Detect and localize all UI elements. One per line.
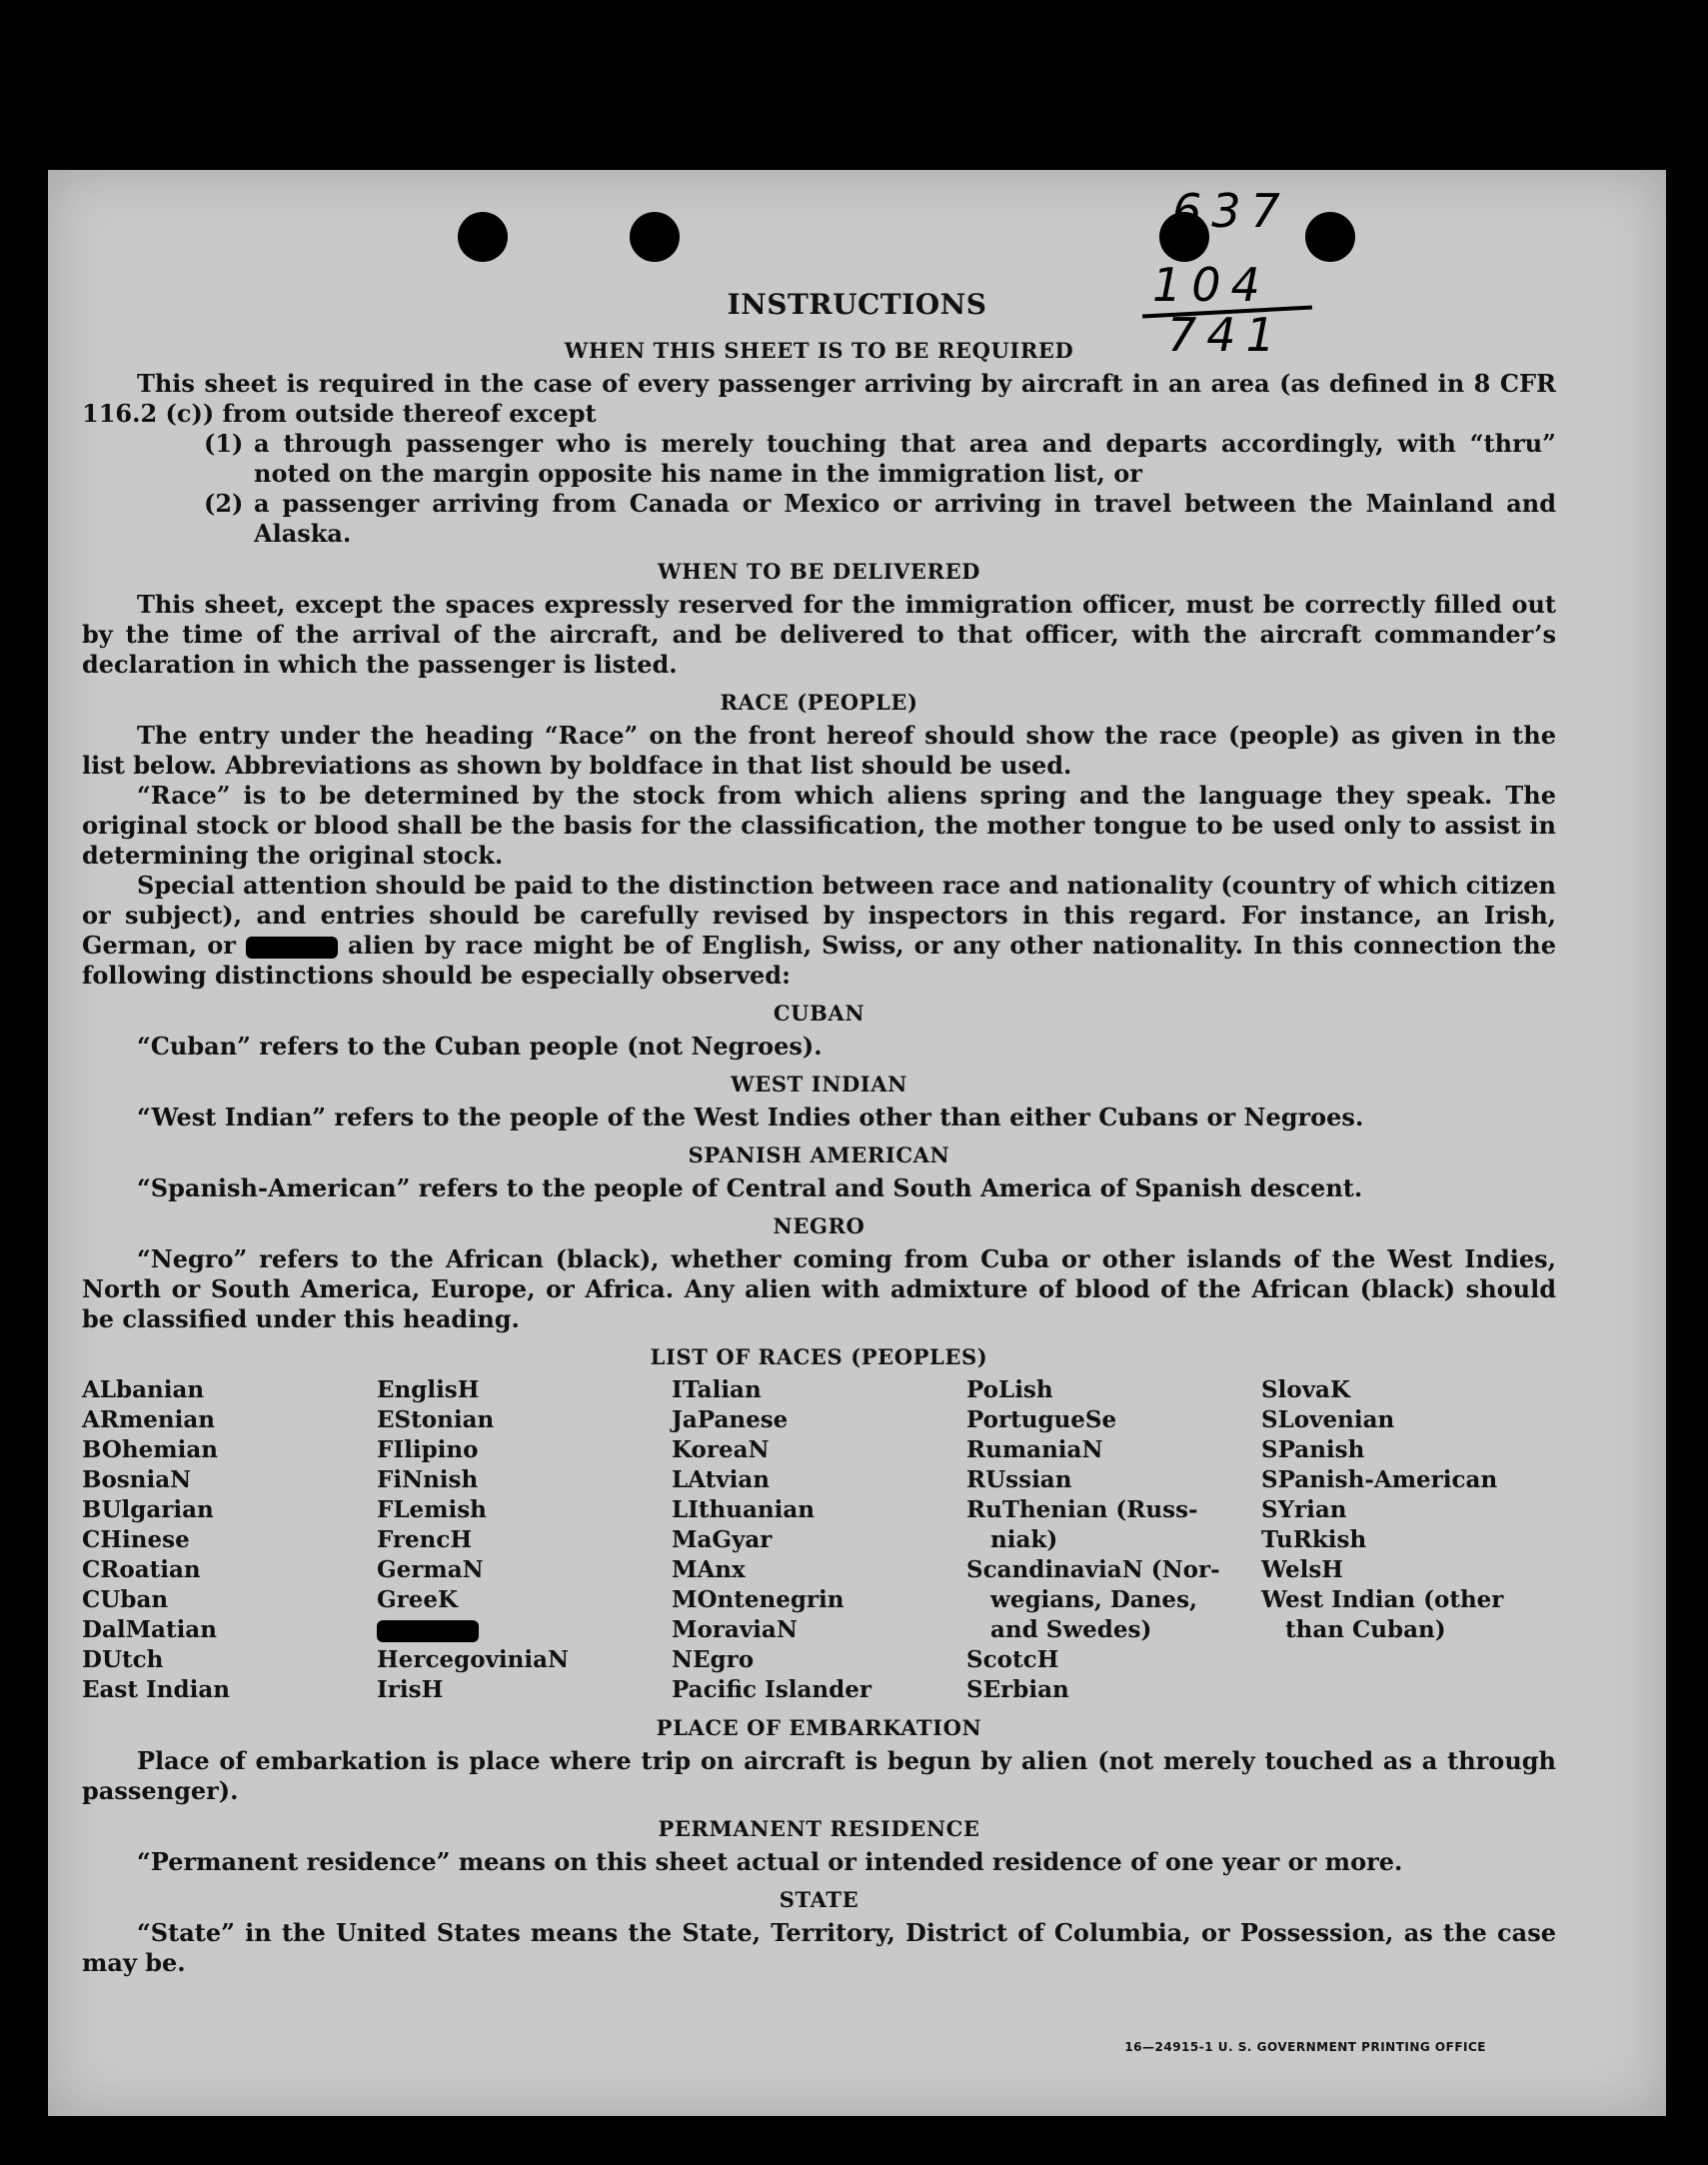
races-list <box>82 1375 1556 1705</box>
section-heading: SPANISH AMERICAN <box>688 1142 950 1167</box>
race-item: niak) <box>966 1526 1058 1553</box>
race-item: CUban <box>82 1586 169 1613</box>
race-item: ScandinaviaN (Nor- <box>966 1556 1220 1583</box>
section-heading: STATE <box>779 1887 859 1912</box>
race-item: MoraviaN <box>672 1616 798 1643</box>
race-item: JaPanese <box>672 1406 789 1433</box>
exception-list <box>82 429 1556 549</box>
race-item: LIthuanian <box>672 1496 815 1523</box>
race-item: ALbanian <box>82 1376 205 1403</box>
race-item: TuRkish <box>1261 1526 1367 1553</box>
race-item: CHinese <box>82 1526 190 1553</box>
paragraph: “Cuban” refers to the Cuban people (not Negroes). <box>137 1032 823 1061</box>
race-item: GreeK <box>377 1586 459 1613</box>
race-item: West Indian (other <box>1261 1586 1504 1613</box>
list-number: (2) <box>204 489 244 518</box>
redaction-mark <box>377 1620 479 1642</box>
section-heading: WEST INDIAN <box>731 1072 907 1096</box>
races-column <box>966 1375 1261 1705</box>
race-item: DalMatian <box>82 1616 217 1643</box>
race-item: ScotcH <box>966 1646 1059 1673</box>
section-heading: NEGRO <box>773 1213 865 1238</box>
race-item: wegians, Danes, <box>966 1586 1198 1613</box>
handwritten-number-3: 741 <box>1167 308 1285 362</box>
paragraph: “Spanish-American” refers to the people of Central and South America of Spanish descent. <box>137 1173 1363 1202</box>
section-heading: WHEN TO BE DELIVERED <box>657 559 980 584</box>
document-sheet <box>48 170 1666 2116</box>
handwritten-number-2: 104 <box>1152 258 1270 312</box>
race-item: WelsH <box>1261 1556 1344 1583</box>
race-item: FLemish <box>377 1496 487 1523</box>
races-column <box>377 1375 672 1705</box>
race-item: MAnx <box>672 1556 746 1583</box>
race-item: EStonian <box>377 1406 495 1433</box>
race-item: East Indian <box>82 1676 230 1703</box>
race-item: than Cuban) <box>1261 1616 1446 1643</box>
race-item: BosniaN <box>82 1466 192 1493</box>
race-item: SPanish <box>1261 1436 1365 1463</box>
list-number: (1) <box>204 429 244 458</box>
race-item: ITalian <box>672 1376 762 1403</box>
punch-hole <box>630 212 680 262</box>
race-item: SErbian <box>966 1676 1069 1703</box>
paragraph: “West Indian” refers to the people of the West Indies other than either Cubans or Negroes. <box>137 1102 1364 1131</box>
handwritten-number-1: 637 <box>1172 184 1290 238</box>
section-heading: CUBAN <box>773 1001 865 1026</box>
race-item: FrencH <box>377 1526 473 1553</box>
race-item: EnglisH <box>377 1376 480 1403</box>
punch-hole <box>1305 212 1355 262</box>
race-item: FIlipino <box>377 1436 479 1463</box>
instructions-body <box>82 328 1556 1978</box>
race-item: RUssian <box>966 1466 1072 1493</box>
redaction-mark <box>246 937 338 959</box>
paragraph: “Permanent residence” means on this sheet actual or intended residence of one year or more. <box>137 1847 1403 1876</box>
race-item: BOhemian <box>82 1436 218 1463</box>
paragraph-text: alien by race might be of English, Swiss, or any other nationality. In this connection the following distinctions should be especially observed: <box>82 931 1557 990</box>
paragraph: Place of embarkation is place where trip on aircraft is begun by alien (not merely touched as a through passenger). <box>82 1746 1556 1805</box>
paragraph: The entry under the heading “Race” on the front hereof should show the race (people) as given in the list below. Abbreviations as shown by boldface in that list should be used. <box>82 721 1556 780</box>
list-item <box>204 429 1556 489</box>
race-item: MaGyar <box>672 1526 773 1553</box>
punch-hole <box>458 212 508 262</box>
race-item: ARmenian <box>82 1406 216 1433</box>
race-item: RuThenian (Russ- <box>966 1496 1198 1523</box>
list-text: a passenger arriving from Canada or Mexico or arriving in travel between the Mainland and Alaska. <box>254 489 1556 548</box>
races-column <box>82 1375 377 1705</box>
race-item: PoLish <box>966 1376 1053 1403</box>
race-item: FiNnish <box>377 1466 479 1493</box>
race-item: HercegoviniaN <box>377 1646 570 1673</box>
section-heading: WHEN THIS SHEET IS TO BE REQUIRED <box>564 338 1074 363</box>
race-item: LAtvian <box>672 1466 770 1493</box>
race-item: Pacific Islander <box>672 1676 871 1703</box>
race-item: IrisH <box>377 1676 444 1703</box>
paragraph: This sheet is required in the case of every passenger arriving by aircraft in an area (as defined in 8 CFR 116.2 (c)) from outside thereof except <box>82 369 1556 428</box>
race-item: and Swedes) <box>966 1616 1152 1643</box>
section-heading: LIST OF RACES (PEOPLES) <box>650 1344 988 1369</box>
printer-imprint: 16—24915-1 U. S. GOVERNMENT PRINTING OFFICE <box>1124 2040 1486 2054</box>
race-item: MOntenegrin <box>672 1586 845 1613</box>
race-item: SLovenian <box>1261 1406 1395 1433</box>
race-item: PortugueSe <box>966 1406 1117 1433</box>
page-title: INSTRUCTIONS <box>727 288 987 321</box>
race-item: SPanish-American <box>1261 1466 1498 1493</box>
race-item: DUtch <box>82 1646 164 1673</box>
paragraph <box>82 871 1556 991</box>
race-item: SYrian <box>1261 1496 1347 1523</box>
paragraph: “Negro” refers to the African (black), whether coming from Cuba or other islands of the West Indies, North or South America, Europe, or Africa. Any alien with admixture of blood of the African (black) should be classified under this heading. <box>82 1244 1556 1333</box>
paragraph: “Race” is to be determined by the stock from which aliens spring and the language they speak. The original stock or blood shall be the basis for the classification, the mother tongue to be used only to assist in determining the original stock. <box>82 781 1556 870</box>
section-heading: RACE (PEOPLE) <box>720 690 918 715</box>
races-column <box>672 1375 966 1705</box>
race-item: SlovaK <box>1261 1376 1350 1403</box>
paragraph: This sheet, except the spaces expressly reserved for the immigration officer, must be correctly filled out by the time of the arrival of the aircraft, and be delivered to that officer, with the aircraft commander’s declaration in which the passenger is listed. <box>82 590 1556 679</box>
race-item-redacted <box>377 1615 672 1645</box>
list-text: a through passenger who is merely touching that area and departs accordingly, with “thru” noted on the margin opposite his name in the immigration list, or <box>254 429 1556 488</box>
race-item: KoreaN <box>672 1436 770 1463</box>
paragraph: “State” in the United States means the State, Territory, District of Columbia, or Possession, as the case may be. <box>82 1918 1556 1977</box>
paragraph-text: Special attention should be paid to the distinction between race and nationality (country of which citizen or subject), and entries should be carefully revised by inspectors in this regard. For instance, an Irish, German, or <box>82 871 1556 960</box>
race-item: CRoatian <box>82 1556 201 1583</box>
section-heading: PERMANENT RESIDENCE <box>658 1816 980 1841</box>
race-item: NEgro <box>672 1646 755 1673</box>
race-item: RumaniaN <box>966 1436 1103 1463</box>
list-item <box>204 489 1556 549</box>
race-item: BUlgarian <box>82 1496 214 1523</box>
race-item: GermaN <box>377 1556 484 1583</box>
section-heading: PLACE OF EMBARKATION <box>656 1715 982 1740</box>
races-column <box>1261 1375 1556 1705</box>
